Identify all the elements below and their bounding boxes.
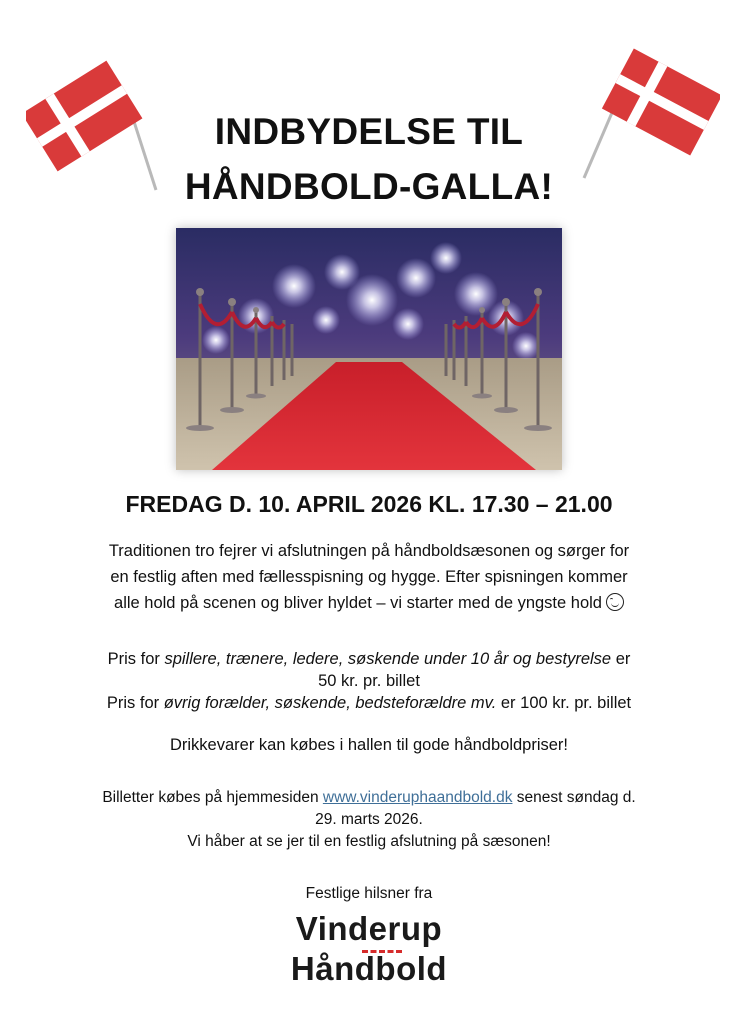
smiley-icon — [606, 593, 624, 611]
intro-line-1: Traditionen tro fejrer vi afslutningen på håndboldsæsonen og sørger for — [108, 542, 630, 560]
page-title — [0, 104, 738, 214]
pricing-line-1-suffix: er — [611, 650, 631, 668]
title-line-2: HÅNDBOLD-GALLA! — [184, 166, 554, 207]
tickets-prefix: Billetter købes på hjemmesiden — [102, 789, 323, 806]
event-date: FREDAG D. 10. APRIL 2026 KL. 17.30 – 21.00 — [125, 491, 613, 517]
logo-line-1: Vinderup — [295, 910, 443, 947]
pricing-line-3 — [0, 692, 738, 714]
pricing-line-1 — [0, 648, 738, 670]
pricing-line-3-suffix: er 100 kr. pr. billet — [496, 694, 632, 712]
pricing-text — [0, 648, 738, 714]
title-line-1: INDBYDELSE TIL — [214, 111, 524, 152]
intro-line-2: en festlig aften med fællesspisning og hygge. Efter spisningen kommer — [110, 568, 628, 586]
pricing-line-3-prefix: Pris for — [106, 694, 164, 712]
tickets-text — [0, 787, 738, 853]
tickets-line-1 — [0, 787, 738, 809]
club-logo — [276, 910, 462, 990]
greeting-text: Festlige hilsner fra — [305, 885, 433, 902]
intro-line-3-wrap — [0, 590, 738, 616]
tickets-line-2: 29. marts 2026. — [315, 811, 423, 828]
red-carpet-image — [176, 228, 562, 470]
pricing-line-2: 50 kr. pr. billet — [318, 672, 420, 690]
logo-line-2: Håndbold — [290, 950, 448, 987]
drinks-text: Drikkevarer kan købes i hallen til gode håndboldpriser! — [169, 736, 569, 754]
pricing-line-1-italic: spillere, trænere, ledere, søskende under 10 år og bestyrelse — [164, 650, 612, 668]
pricing-line-1-prefix: Pris for — [107, 650, 165, 668]
tickets-suffix: senest søndag d. — [512, 789, 636, 806]
intro-line-3: alle hold på scenen og bliver hyldet – vi starter med de yngste hold — [114, 594, 602, 612]
website-link[interactable]: www.vinderuphaandbold.dk — [322, 789, 513, 806]
pricing-line-3-italic: øvrig forælder, søskende, bedsteforældre mv. — [163, 694, 497, 712]
intro-text — [0, 538, 738, 616]
tickets-line-3: Vi håber at se jer til en festlig afslutning på sæsonen! — [187, 833, 551, 850]
